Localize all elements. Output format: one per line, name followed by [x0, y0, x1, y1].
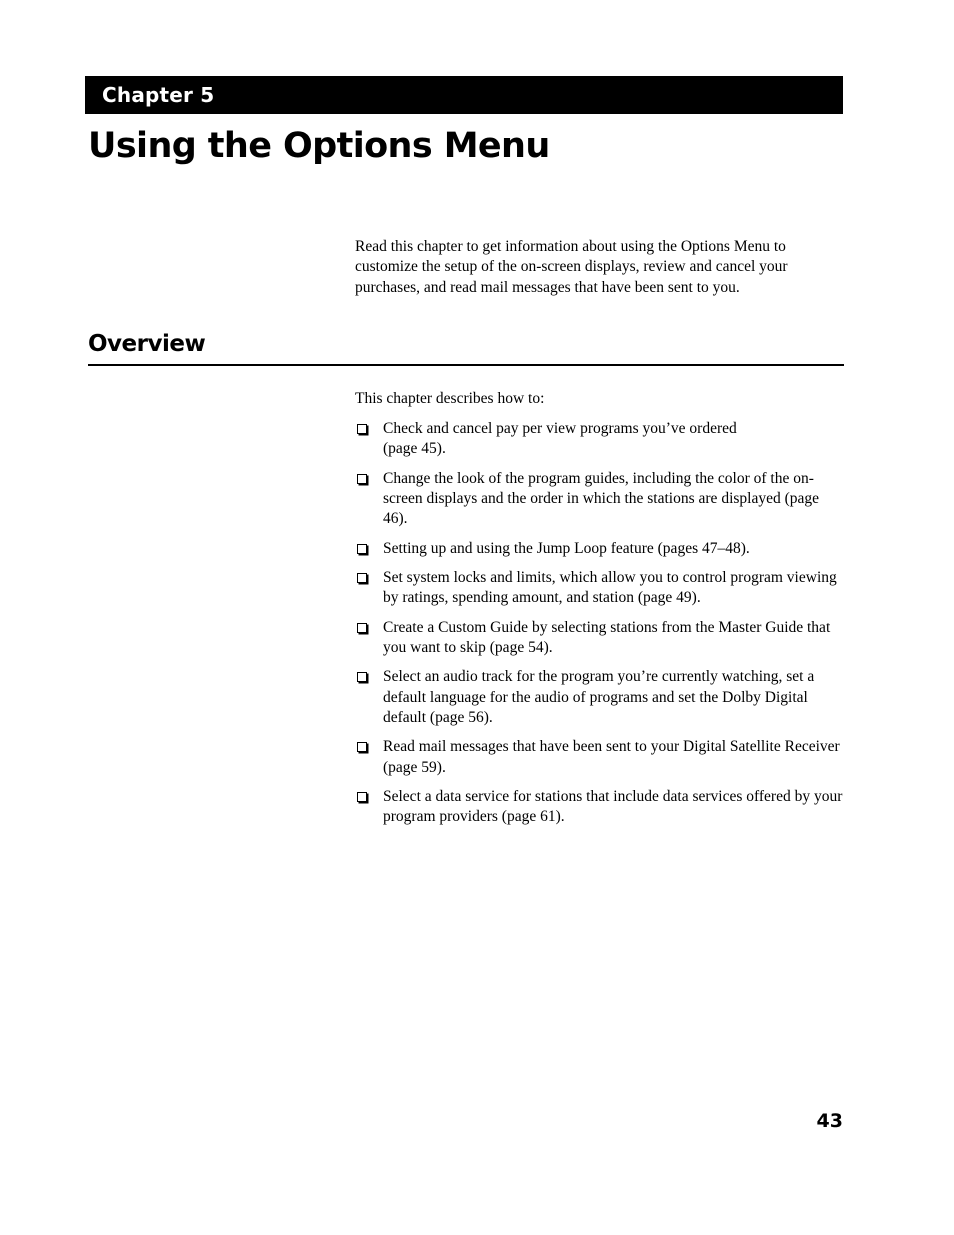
- section-heading-overview: Overview: [88, 331, 206, 357]
- list-item-text-continued: (page 45).: [383, 440, 446, 458]
- chapter-banner: [85, 76, 843, 114]
- intro-paragraph: Read this chapter to get information about using the Options Menu to customize the setup of the on-screen displays, review and cancel your purchases, and read mail messages that have been sent to you.: [355, 238, 788, 296]
- checkbox-bullet-icon: [357, 573, 367, 583]
- list-item-text: Check and cancel pay per view programs you’ve ordered: [383, 420, 737, 437]
- list-item: [355, 539, 845, 559]
- checkbox-bullet-icon: [357, 623, 367, 633]
- checkbox-bullet-icon: [357, 672, 367, 682]
- checkbox-bullet-icon: [357, 742, 367, 752]
- chapter-label: Chapter 5: [102, 83, 215, 107]
- overview-lead: This chapter describes how to:: [355, 390, 545, 407]
- list-item-text: Select a data service for stations that include data services offered by your program providers (page 61).: [383, 788, 843, 826]
- list-item-text: Create a Custom Guide by selecting stations from the Master Guide that you want to skip (page 54).: [383, 618, 831, 657]
- list-item: [355, 737, 845, 778]
- list-item: [355, 469, 845, 530]
- list-item: [355, 667, 845, 728]
- checkbox-bullet-icon: [357, 474, 367, 484]
- list-item-text: Set system locks and limits, which allow you to control program viewing by ratings, spending amount, and station (page 49).: [383, 569, 837, 607]
- overview-list: [355, 419, 845, 837]
- checkbox-bullet-icon: [357, 544, 367, 554]
- checkbox-bullet-icon: [357, 792, 367, 802]
- list-item-text: Setting up and using the Jump Loop feature (pages 47–48).: [383, 539, 750, 557]
- checkbox-bullet-icon: [357, 424, 367, 434]
- page-number: 43: [816, 1110, 843, 1132]
- list-item-text: Change the look of the program guides, including the color of the on-screen displays and the order in which the stations are displayed (page 46).: [383, 469, 820, 528]
- page-title: Using the Options Menu: [88, 126, 550, 166]
- section-divider: [88, 364, 844, 366]
- list-item: [355, 787, 845, 828]
- list-item: [355, 618, 845, 659]
- list-item: [355, 568, 845, 609]
- list-item-text: Select an audio track for the program you’re currently watching, set a default language for the audio of programs and set the Dolby Digital default (page 56).: [383, 668, 815, 727]
- list-item-text: Read mail messages that have been sent to your Digital Satellite Receiver (page 59).: [383, 738, 840, 776]
- list-item: [355, 419, 845, 460]
